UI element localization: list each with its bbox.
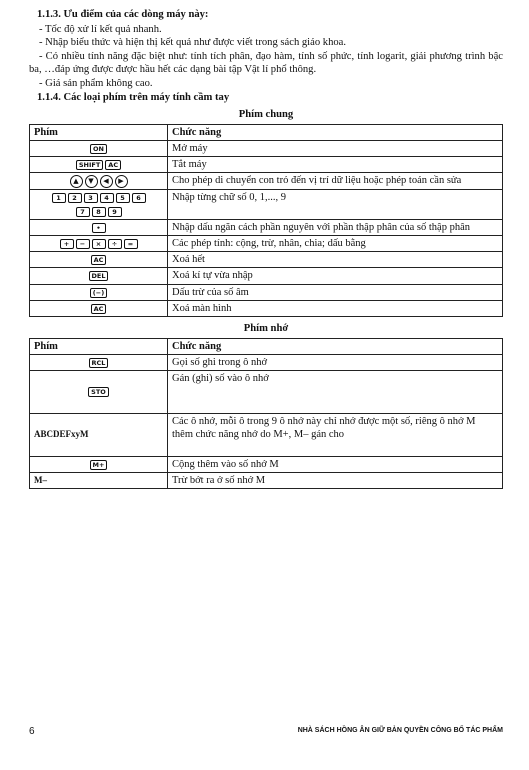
publisher-notice: NHÀ SÁCH HỒNG ÂN GIỮ BẢN QUYỀN CÔNG BỐ TÁC PHẨM: [297, 727, 503, 734]
page-number: 6: [29, 726, 35, 737]
header-function: Chức năng: [168, 124, 503, 140]
bullet-1: - Tốc độ xử lí kết quả nhanh.: [39, 23, 162, 35]
table2-body: [30, 354, 503, 489]
table-row: [30, 268, 503, 284]
key-cell: [30, 456, 168, 472]
calculator-key-icon: +: [60, 239, 74, 249]
memory-variables-label: ABCDEFxyM: [34, 429, 89, 440]
table-row: [30, 235, 503, 251]
key-cell: [30, 140, 168, 156]
key-cell: [30, 370, 168, 413]
function-cell: Nhập từng chữ số 0, 1,..., 9: [168, 190, 503, 219]
key-cell: [30, 235, 168, 251]
key-cell: [30, 219, 168, 235]
calculator-key-icon: ÷: [108, 239, 122, 249]
table-row: [30, 284, 503, 300]
key-cell: [30, 284, 168, 300]
calculator-key-icon: 8: [92, 207, 106, 217]
calculator-key-icon: STO: [88, 387, 109, 397]
bullet-2: - Nhập biểu thức và hiện thị kết quả như được viết trong sách giáo khoa.: [39, 37, 347, 49]
key-cell: [30, 268, 168, 284]
table-row: [30, 473, 503, 489]
calculator-key-icon: 6: [132, 193, 146, 203]
calculator-key-icon: ▲: [70, 175, 83, 188]
calculator-key-icon: AC: [105, 160, 121, 170]
key-cell: [30, 252, 168, 268]
memory-keys-table: [29, 338, 503, 490]
memory-variables-label: M–: [34, 475, 47, 486]
common-keys-table: [29, 124, 503, 317]
calculator-key-icon: ▶: [115, 175, 128, 188]
table-row: [30, 354, 503, 370]
function-cell: Xoá kí tự vừa nhập: [168, 268, 503, 284]
table-row: [30, 190, 503, 219]
calculator-key-icon: 1: [52, 193, 66, 203]
calculator-key-icon: AC: [91, 304, 107, 314]
calculator-key-icon: 3: [84, 193, 98, 203]
calculator-key-icon: ON: [90, 144, 107, 154]
function-cell: Gán (ghi) số vào ô nhớ: [168, 370, 503, 413]
function-cell: Mở máy: [168, 140, 503, 156]
calculator-key-icon: 2: [68, 193, 82, 203]
header-key: Phím: [30, 124, 168, 140]
calculator-key-icon: =: [124, 239, 138, 249]
key-cell: [30, 473, 168, 489]
calculator-key-icon: 5: [116, 193, 130, 203]
table-header-row: [30, 338, 503, 354]
function-cell: Xoá hết: [168, 252, 503, 268]
calculator-key-icon: (−): [90, 288, 107, 298]
section-heading-113: 1.1.3. Ưu điểm của các dòng máy này:: [37, 9, 209, 20]
function-cell: Nhập dấu ngăn cách phần nguyên với phần thập phân của số thập phân: [168, 219, 503, 235]
calculator-key-icon: ×: [92, 239, 106, 249]
function-cell: Gọi số ghi trong ô nhớ: [168, 354, 503, 370]
header-function: Chức năng: [168, 338, 503, 354]
page-content: [29, 8, 503, 489]
table-row: [30, 173, 503, 190]
calculator-key-icon: SHIFT: [76, 160, 103, 170]
key-cell: [30, 354, 168, 370]
table-header-row: [30, 124, 503, 140]
calculator-key-icon: −: [76, 239, 90, 249]
function-cell: Dấu trừ của số âm: [168, 284, 503, 300]
table2-title: Phím nhớ: [243, 322, 289, 334]
calculator-key-icon: ◀: [100, 175, 113, 188]
key-cell: [30, 413, 168, 456]
table1-title: Phím chung: [238, 109, 294, 121]
table-row: [30, 413, 503, 456]
table-row: [30, 140, 503, 156]
table-row: [30, 300, 503, 316]
calculator-key-icon: RCL: [89, 358, 109, 368]
section-heading-114: 1.1.4. Các loại phím trên máy tính cầm tay: [37, 91, 230, 103]
calculator-key-icon: ▼: [85, 175, 98, 188]
calculator-key-icon: 9: [108, 207, 122, 217]
calculator-key-icon: •: [92, 223, 106, 233]
table-row: [30, 456, 503, 472]
calculator-key-icon: 7: [76, 207, 90, 217]
table1-body: [30, 140, 503, 316]
calculator-key-icon: AC: [91, 255, 107, 265]
calculator-key-icon: 4: [100, 193, 114, 203]
key-cell: [30, 157, 168, 173]
function-cell: Trừ bớt ra ở số nhớ M: [168, 473, 503, 489]
header-key: Phím: [30, 338, 168, 354]
function-cell: Các ô nhớ, mỗi ô trong 9 ô nhớ này chỉ nhớ được một số, riêng ô nhớ M thêm chức năng nhớ do M+, M– gán cho: [168, 413, 503, 456]
table-row: [30, 370, 503, 413]
function-cell: Cho phép di chuyển con trỏ đến vị trí dữ liệu hoặc phép toán cần sửa: [168, 173, 503, 190]
bullet-3: - Có nhiều tính năng đặc biệt như: tính tích phân, đạo hàm, tính số phức, tính logarit, giải phương trình bậc ba, …đáp ứng được được hầu hết các dạng bài tập Vật lí phổ thông.: [29, 50, 503, 76]
function-cell: Tắt máy: [168, 157, 503, 173]
calculator-key-icon: DEL: [89, 271, 109, 281]
key-cell: [30, 190, 168, 219]
table-row: [30, 157, 503, 173]
bullet-4: - Giá sản phẩm không cao.: [39, 77, 153, 89]
function-cell: Cộng thêm vào số nhớ M: [168, 456, 503, 472]
calculator-key-icon: M+: [90, 460, 108, 470]
key-cell: [30, 300, 168, 316]
function-cell: Các phép tính: cộng, trừ, nhân, chia; dấu bằng: [168, 235, 503, 251]
table-row: [30, 219, 503, 235]
function-cell: Xoá màn hình: [168, 300, 503, 316]
table-row: [30, 252, 503, 268]
key-cell: [30, 173, 168, 190]
